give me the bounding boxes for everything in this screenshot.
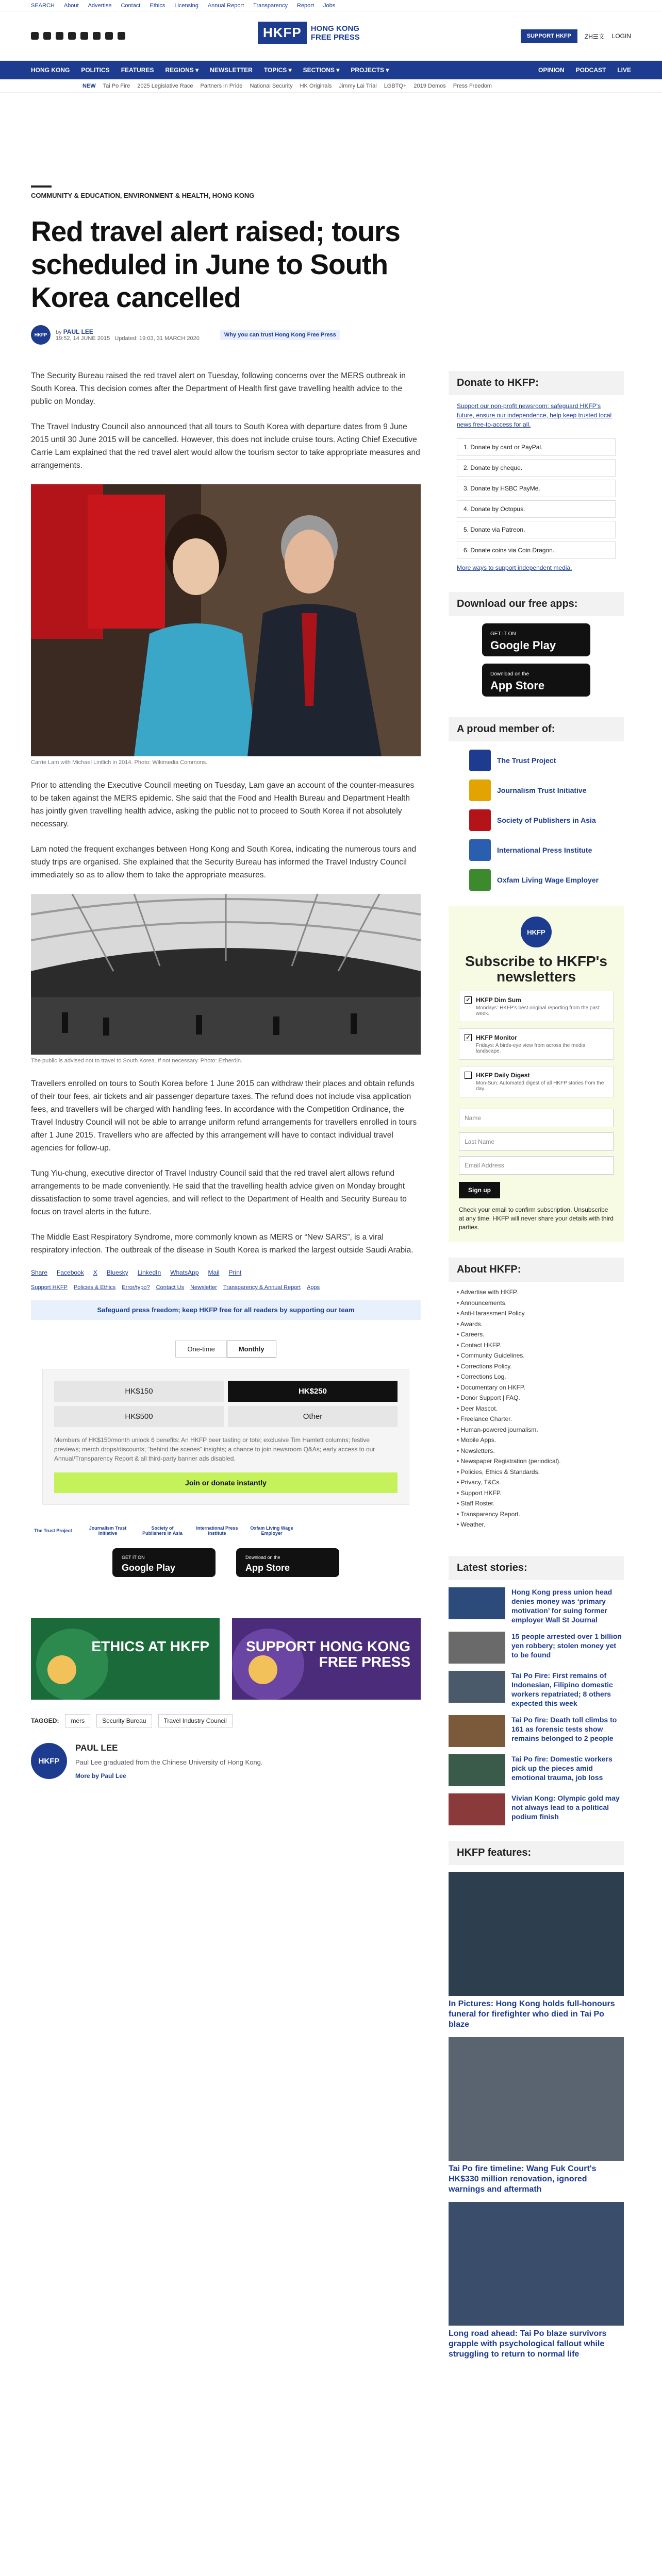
feature-image[interactable] [449,2037,624,2161]
oxfam-icon [469,869,491,891]
top-link-advertise[interactable]: Advertise [88,2,112,9]
article-tags [31,1714,421,1727]
promo-title: SUPPORT HONG KONG FREE PRESS [246,1638,410,1670]
photo-caption: Carrie Lam with Michael Lintlich in 2014. Photo: Wikimedia Commons. [31,759,208,766]
app-store-badge[interactable]: Download on the App Store [482,664,590,697]
app-store-button[interactable]: Download on the App Store [236,1548,339,1577]
app-download-row [31,1548,421,1577]
top-link-jobs[interactable]: Jobs [323,2,336,9]
contact-link[interactable]: Contact Us [156,1284,185,1291]
signup-button[interactable]: Sign up [459,1182,500,1198]
paragraph: Prior to attending the Executive Council meeting on Tuesday, Lam gave an account of the counter-measures to be taken against the MERS epidemic. She said that the Food and Health Bureau and Department Health has jointly given travelling health advice, asking the public not to proceed to South Korea if not absolutely necessary. [31,781,415,828]
newsletter-option[interactable]: ✓ HKFP Monitor Fridays: A birds-eye view from across the media landscape. [459,1028,614,1060]
join-donate-button[interactable]: Join or donate instantly [54,1472,398,1493]
support-hkfp-button[interactable]: SUPPORT HKFP [521,29,577,43]
donate-title: Donate to HKFP: [449,371,624,395]
author-name[interactable]: PAUL LEE [75,1743,118,1753]
about-links [449,1282,624,1535]
tag[interactable]: mers [65,1714,90,1727]
share-x[interactable]: X [93,1269,97,1276]
newsletter-note: Check your email to confirm subscription. Unsubscribe at any time. HKFP will never share your details with third parties. [459,1206,614,1231]
about-title: About HKFP: [449,1258,624,1282]
latest-story[interactable]: Hong Kong press union head denies money was ‘primary motivation’ for suing former employer Wall St Journal [449,1587,624,1624]
story-thumbnail [449,1587,505,1619]
about-link[interactable]: • Mobile Apps. [457,1436,496,1444]
top-link-about[interactable]: About [63,2,79,9]
google-play-button[interactable]: GET IT ON Google Play [112,1548,216,1577]
donate-intro: Support our non-profit newsroom: safeguard HKFP's future, ensure our independence, help keep trusted local news free-to-access for all. [457,402,612,428]
feature-image[interactable] [449,2202,624,2326]
share-whatsapp[interactable]: WhatsApp [170,1269,199,1276]
email-input[interactable]: Email Address [459,1156,614,1175]
language-switch[interactable]: ZH☰文 [584,32,605,40]
feature-title[interactable]: Long road ahead: Tai Po blaze survivors grapple with psychological fallout while struggling to return to normal life [449,2329,607,2359]
nav-podcast[interactable]: PODCAST [575,66,606,74]
newsletter-option[interactable]: HKFP Daily Digest Mon-Sun: Automated digest of all HKFP stories from the day. [459,1066,614,1097]
trending-item[interactable]: HK Originals [300,82,332,89]
jti-logo[interactable]: Journalism Trust Initiative [469,779,603,801]
tags-label: TAGGED: [31,1717,59,1724]
donate-option[interactable]: 5. Donate via Patreon. [457,521,616,538]
story-thumbnail [449,1671,505,1703]
feature-title[interactable]: In Pictures: Hong Kong holds full-honours funeral for firefighter who died in Tai Po blaze [449,1999,615,2029]
support-promo[interactable] [232,1618,421,1700]
article-photo-lam[interactable] [31,484,421,756]
latest-story[interactable]: Vivian Kong: Olympic gold may not always lead to a political podium finish [449,1793,624,1825]
telegram-icon[interactable] [105,32,113,40]
latest-story[interactable]: Tai Po Fire: First remains of Indonesian, Filipino domestic workers repatriated; 8 others expected this week [449,1671,624,1708]
ethics-promo[interactable] [31,1618,220,1700]
trending-item[interactable]: 2025 Legislative Race [137,82,193,89]
newsletter-link[interactable]: Newsletter [190,1284,218,1291]
jti-icon [469,779,491,801]
donate-option[interactable]: 4. Donate by Octopus. [457,500,616,518]
sidebar [449,93,624,2360]
nav-live[interactable]: LIVE [617,66,631,74]
first-name-input[interactable]: Name [459,1109,614,1127]
article-category[interactable]: COMMUNITY & EDUCATION, ENVIRONMENT & HEALTH, HONG KONG [31,185,52,199]
sopa-logo[interactable]: Society of Publishers in Asia [469,809,603,831]
proud-member-title: A proud member of: [449,717,624,741]
member-organisations-row [31,1526,421,1536]
apps-widget [449,592,624,697]
features-widget [449,1841,624,2360]
about-link[interactable]: • Staff Roster. [457,1500,495,1507]
author-box [31,1743,421,1780]
about-link[interactable]: • Careers. [457,1331,485,1338]
trending-item[interactable]: Tai Po Fire [103,82,130,89]
transparency-link[interactable]: Transparency & Annual Report [223,1284,301,1291]
nav-sections[interactable]: SECTIONS ▾ [303,66,340,74]
photo-illustration [31,894,421,1055]
nav-newsletter[interactable]: NEWSLETTER [210,66,253,74]
trust-project-logo[interactable]: The Trust Project [469,750,603,771]
about-link[interactable]: • Anti-Harassment Policy. [457,1310,526,1317]
nav-opinion[interactable]: OPINION [538,66,565,74]
social-links [31,32,125,40]
about-link[interactable]: • Weather. [457,1521,486,1528]
share-facebook[interactable]: Facebook [57,1269,84,1276]
site-logo[interactable] [258,22,360,44]
trust-link[interactable]: Why you can trust Hong Kong Free Press [220,330,340,340]
donate-option[interactable]: 1. Donate by card or PayPal. [457,438,616,456]
trending-item[interactable]: Partners in Pride [200,82,243,89]
logo-name-line2: FREE PRESS [310,32,360,42]
feature-image[interactable] [449,1872,624,1996]
nav-topics[interactable]: TOPICS ▾ [263,66,292,74]
newsletter-signup [449,906,624,1242]
promo-banners [31,1618,421,1700]
proud-member-widget [449,717,624,891]
publish-date: 19:52, 14 JUNE 2015 [56,335,110,342]
checkbox-icon[interactable]: ✓ [465,996,472,1004]
trending-label: NEW [82,82,96,89]
author-avatar[interactable]: HKFP [31,325,51,345]
press-freedom-banner[interactable]: Safeguard press freedom; keep HKFP free for all readers by supporting our team [31,1300,421,1320]
login-link[interactable]: LOGIN [611,32,631,40]
top-utility-bar [0,0,662,11]
newsletter-option[interactable]: ✓ HKFP Dim Sum Mondays: HKFP's best original reporting from the past week. [459,991,614,1022]
top-link-report[interactable]: Report [297,2,315,9]
youtube-icon[interactable] [80,32,88,40]
about-link[interactable]: • Corrections Log. [457,1373,506,1380]
about-widget [449,1258,624,1535]
rss-icon[interactable] [118,32,125,40]
monthly-tab[interactable]: Monthly [227,1341,276,1358]
apps-link[interactable]: Apps [307,1284,320,1291]
about-link[interactable]: • Transparency Report. [457,1510,520,1518]
donation-frequency-toggle [31,1341,421,1358]
author-bio: Paul Lee graduated from the Chinese University of Hong Kong. [75,1758,263,1766]
about-link[interactable]: • Support HKFP. [457,1489,502,1497]
support-hkfp-link[interactable]: Support HKFP [31,1284,68,1291]
nav-projects[interactable]: PROJECTS ▾ [351,66,389,74]
article-photo-airport[interactable] [31,894,421,1055]
checkbox-icon[interactable] [465,1072,472,1079]
article-body [31,369,421,1257]
about-link[interactable]: • Human-powered journalism. [457,1426,538,1433]
nav-features[interactable]: FEATURES [121,66,154,74]
about-link[interactable]: • Newspaper Registration (periodical). [457,1458,561,1465]
tag[interactable]: Travel Industry Council [158,1714,233,1727]
photo-caption: The public is advised not to travel to South Korea. If not necessary. Photo: Ezherdin. [31,1058,243,1064]
donate-widget [449,371,624,571]
newsletter-title: Subscribe to HKFP's newsletters [465,953,607,985]
about-link[interactable]: • Privacy, T&Cs. [457,1479,501,1486]
about-link[interactable]: • Corrections Policy. [457,1362,512,1370]
promo-illustration [31,1618,220,1700]
facebook-icon[interactable] [43,32,51,40]
tag[interactable]: Security Bureau [96,1714,152,1727]
story-thumbnail [449,1754,505,1786]
share-bluesky[interactable]: Bluesky [106,1269,128,1276]
updated-date: Updated: 19:03, 31 MARCH 2020 [114,335,200,342]
one-time-tab[interactable]: One-time [175,1341,226,1358]
logo-mark: HKFP [258,22,307,44]
about-link[interactable]: • Freelance Charter. [457,1415,512,1422]
latest-stories-widget [449,1556,624,1825]
top-link-transparency[interactable]: Transparency [253,2,288,9]
share-bar [31,1269,421,1276]
byline [31,325,421,345]
nav-regions[interactable]: REGIONS ▾ [165,66,199,74]
article-headline: Red travel alert raised; tours scheduled in June to South Korea cancelled [31,215,400,313]
top-link-search[interactable]: SEARCH [31,2,55,9]
paragraph: Lam noted the frequent exchanges between Hong Kong and South Korea, indicating the numerous tours and study trips are organised. She explained that the Security Bureau has informed the Travel Industry Council immediately so as to allow them to take the appropriate measures. [31,845,417,879]
error-typo-link[interactable]: Error/typo? [122,1284,150,1291]
latest-story[interactable]: 15 people arrested over 1 billion yen robbery; stolen money yet to be found [449,1632,624,1664]
share-print[interactable]: Print [228,1269,242,1276]
amount-option-selected[interactable]: HK$250 [228,1381,398,1402]
policies-link[interactable]: Policies & Ethics [73,1284,116,1291]
about-link[interactable]: • Donor Support | FAQ. [457,1394,520,1401]
story-thumbnail [449,1793,505,1825]
threads-icon[interactable] [68,32,76,40]
trending-item[interactable]: National Security [250,82,293,89]
ipi-logo[interactable]: International Press Institute [196,1526,238,1536]
latest-story[interactable]: Tai Po fire: Domestic workers pick up the pieces amid emotional trauma, job loss [449,1754,624,1786]
google-play-badge[interactable]: GET IT ON Google Play [482,623,590,656]
more-by-author-link[interactable]: More by Paul Lee [75,1772,126,1780]
top-link-annual-report[interactable]: Annual Report [207,2,244,9]
apps-title: Download our free apps: [449,592,624,616]
last-name-input[interactable]: Last Name [459,1132,614,1151]
oxfam-logo[interactable]: Oxfam Living Wage Employer [250,1526,293,1536]
photo-illustration [31,484,421,756]
trust-project-logo[interactable]: The Trust Project [34,1528,72,1533]
donate-option[interactable]: 6. Donate coins via Coin Dragon. [457,541,616,559]
paragraph: The Travel Industry Council also announced that all tours to South Korea with departure dates from 9 June 2015 until 30 June 2015 will be cancelled. However, this does not include cruise tours. Acting Chief Executive Carrie Lam explained that the red travel alert would allow the tourism sector to take appropriate measures and arrangements. [31,422,420,470]
instagram-icon[interactable] [56,32,63,40]
paragraph: Tung Yiu-chung, executive director of Travel Industry Council said that the red travel alert allows refund arrangements to be made conveniently. He said that the travelling health advice given on Monday brought dissatisfaction to some travel agencies, and will reflect to the Department of Health and Security Bureau to focus on travel alerts in the future. [31,1169,407,1216]
promo-title: ETHICS AT HKFP [91,1638,209,1654]
feature-title[interactable]: Tai Po fire timeline: Wang Fuk Court's HK$330 million renovation, ignored warnings and aftermath [449,2164,597,2194]
paragraph: Travellers enrolled on tours to South Korea before 1 June 2015 can withdraw their places and obtain refunds of their tour fees, air tickets and air passenger departure taxes. The refund does not include visa application fees, and travellers will be charged with handling fees. In accordance with the Competition Ordinance, the Travel Industry Council will not be able to arrange uniform refund arrangements for travellers enrolled in tours after 1 June 2015. Travellers who are affected by this arrangement will have to contact individual travel agencies for follow-up. [31,1079,417,1153]
author-avatar[interactable]: HKFP [31,1743,67,1779]
sopa-logo[interactable]: Society of Publishers in Asia [142,1526,183,1536]
about-link[interactable]: • Community Guidelines. [457,1352,525,1359]
about-link[interactable]: • Newsletters. [457,1447,495,1454]
jti-logo[interactable]: Journalism Trust Initiative [89,1526,127,1536]
trending-item[interactable]: Press Freedom [453,82,492,89]
paragraph: The Middle East Respiratory Syndrome, more commonly known as MERS or “New SARS”, is a viral respiratory infection. The outbreak of the disease in South Korea is marked the largest outside Saudi Arabia. [31,1233,413,1255]
top-link-licensing[interactable]: Licensing [174,2,198,9]
hkfp-logo-icon: HKFP [521,917,552,947]
about-link[interactable]: • Deer Mascot. [457,1404,498,1412]
trending-item[interactable]: LGBTQ+ [384,82,407,89]
oxfam-logo[interactable]: Oxfam Living Wage Employer [469,869,603,891]
ipi-icon [469,839,491,861]
x-icon[interactable] [31,32,39,40]
about-link[interactable]: • Documentary on HKFP. [457,1383,525,1391]
linkedin-icon[interactable] [93,32,101,40]
logo-name-line1: HONG KONG [310,24,359,33]
amount-option[interactable]: HK$500 [54,1406,224,1427]
byline-prefix: by [56,329,62,335]
trending-item[interactable]: Jimmy Lai Trial [339,82,377,89]
article-column [31,93,421,1780]
trending-item[interactable]: 2019 Demos [413,82,446,89]
amount-other[interactable]: Other [228,1406,398,1427]
story-thumbnail [449,1715,505,1747]
share-mail[interactable]: Mail [208,1269,220,1276]
nav-politics[interactable]: POLITICS [81,66,110,74]
about-link[interactable]: • Advertise with HKFP. [457,1289,518,1296]
sopa-icon [469,809,491,831]
author-link[interactable]: PAUL LEE [63,328,93,335]
latest-title: Latest stories: [449,1556,624,1580]
footer-links [31,1284,421,1291]
ipi-logo[interactable]: International Press Institute [469,839,603,861]
share-linkedin[interactable]: LinkedIn [137,1269,161,1276]
features-title: HKFP features: [449,1841,624,1865]
main-nav [0,61,662,79]
latest-story[interactable]: Tai Po fire: Death toll climbs to 161 as forensic tests show remains belonged to 2 people [449,1715,624,1747]
share-label: Share [31,1269,48,1276]
donation-widget [42,1369,409,1505]
about-link[interactable]: • Contact HKFP. [457,1341,502,1349]
top-link-ethics[interactable]: Ethics [150,2,166,9]
about-link[interactable]: • Announcements. [457,1299,507,1307]
donate-option[interactable]: 3. Donate by HSBC PayMe. [457,480,616,497]
nav-hong-kong[interactable]: HONG KONG [31,66,70,74]
story-thumbnail [449,1632,505,1664]
checkbox-icon[interactable]: ✓ [465,1034,472,1041]
paragraph: The Security Bureau raised the red travel alert on Tuesday, following concerns over the MERS outbreak in South Korea. This decision comes after the Department of Health first gave travelling health advice to the public on Monday. [31,371,406,406]
trust-project-icon [469,750,491,771]
amount-option[interactable]: HK$150 [54,1381,224,1402]
site-header [0,11,662,61]
top-link-contact[interactable]: Contact [121,2,141,9]
about-link[interactable]: • Policies, Ethics & Standards. [457,1468,540,1476]
more-ways-link[interactable]: More ways to support independent media. [457,564,572,571]
about-link[interactable]: • Awards. [457,1320,483,1328]
trending-bar [0,79,662,93]
membership-benefits: Members of HK$150/month unlock 6 benefits: An HKFP beer tasting or tote; exclusive Tim Hamlett columns; festive previews; merch drops/discounts; “behind the scenes” insights; a chance to join newsroom Q&As; early access to our Annual/Transparency Report & all third-party banner ads disabled. [54,1436,375,1462]
donate-option[interactable]: 2. Donate by cheque. [457,459,616,477]
